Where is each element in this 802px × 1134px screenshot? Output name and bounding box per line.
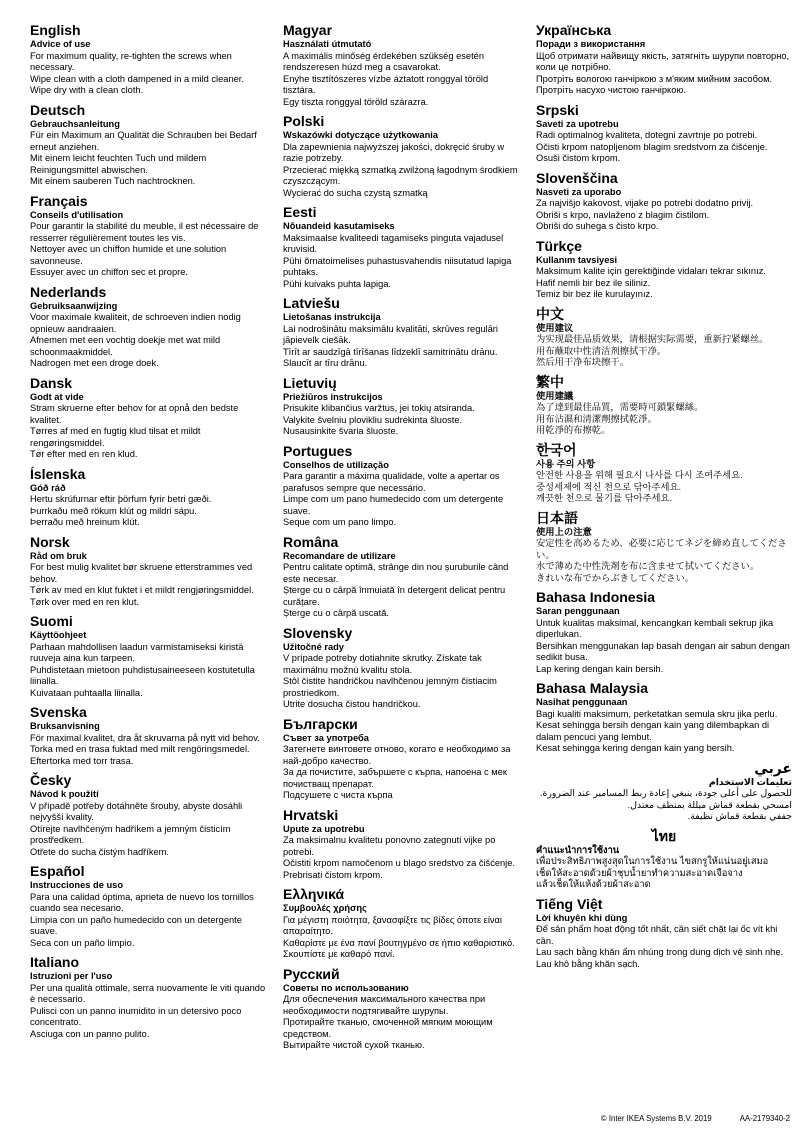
section-subtitle: Gebruiksaanwijzing [30, 300, 118, 311]
instruction-paragraph: Lau sạch bằng khăn ẩm nhúng trong dung dịch vệ sinh nhẹ. [536, 947, 784, 957]
section-subtitle: Nasihat penggunaan [536, 697, 628, 707]
instruction-paragraph: Za najvišjo kakovost, vijake po potrebi dodatno privij. [536, 198, 754, 208]
instruction-paragraph: Hafif nemli bir bez ile siliniz. [536, 277, 651, 288]
instruction-paragraph: Pühi õrnatoimelises puhastusvahendis niisutatud lapiga puhtaks. [283, 255, 512, 277]
instruction-paragraph: 깨끗한 천으로 물기를 닦아주세요. [536, 493, 673, 503]
language-heading: Français [30, 192, 88, 209]
language-heading: English [30, 22, 81, 38]
instruction-paragraph: Afnemen met een vochtig doekje met wat mild schoonmaakmiddel. [30, 335, 221, 357]
section-subtitle: Nasveti za uporabo [536, 186, 622, 197]
language-section [30, 704, 270, 767]
section-subtitle: Priežiūros instrukcijos [283, 391, 383, 402]
instruction-paragraph: Para una calidad óptima, aprieta de nuevo los tornillos cuando sea necesario. [30, 891, 254, 913]
column [283, 18, 523, 1057]
instruction-paragraph: Щоб отримати найвищу якість, затягніть шурупи повторно, коли це потрібно. [536, 50, 790, 72]
instruction-paragraph: 用布沾濕和清潔劑擦拭乾淨。 [536, 413, 657, 424]
language-section [30, 466, 270, 529]
instruction-paragraph: Wipe dry with a clean cloth. [30, 85, 144, 95]
instruction-paragraph: Obriši s krpo, navlaženo z blagim čistilom. [536, 209, 710, 220]
instruction-paragraph: Pulisci con un panno inumidito in un detersivo poco concentrato. [30, 1005, 242, 1027]
instruction-paragraph: Затегнете винтовете отново, когато е необходимо за най-добро качество. [283, 744, 511, 766]
instruction-paragraph: Σκουπίστε με καθαρό πανί. [283, 949, 395, 959]
instruction-paragraph: Seque com um pano limpo. [283, 517, 397, 527]
language-section [30, 954, 270, 1040]
language-heading: 中文 [536, 305, 564, 322]
language-heading: Bahasa Indonesia [536, 589, 656, 605]
section-subtitle: Saran penggunaan [536, 606, 620, 616]
instruction-paragraph: За да почистите, забършете с кърпа, напоена с мек почистващ препарат. [283, 767, 507, 789]
instruction-paragraph: Șterge cu o cârpă înmuiată în detergent delicat pentru curățare. [283, 585, 506, 607]
instruction-paragraph: Lap kering dengan kain bersih. [536, 663, 664, 674]
instruction-paragraph: Seca con un paño limpio. [30, 937, 135, 948]
language-section [283, 443, 523, 529]
instruction-paragraph: Tīrīt ar saudzīgā tīrīšanas līdzeklī samitrinātu drānu. [283, 346, 498, 357]
instruction-paragraph: 안전한 사용을 위해 필요시 나사를 다시 조여주세요. [536, 470, 743, 480]
language-section [283, 966, 523, 1052]
section-subtitle: Návod k použití [30, 789, 99, 799]
instruction-paragraph: Obriši do suhega s čisto krpo. [536, 221, 659, 231]
section-subtitle: Съвет за употреба [283, 732, 369, 743]
instruction-paragraph: Prebrisati čistom krpom. [283, 869, 383, 880]
instruction-paragraph: Șterge cu o cârpă uscată. [283, 608, 389, 618]
instruction-paragraph: Egy tiszta ronggyal töröld szárazra. [283, 96, 429, 107]
language-section [536, 589, 792, 675]
section-subtitle: Advice of use [30, 39, 91, 49]
section-subtitle: Godt at vide [30, 391, 84, 402]
language-section [536, 896, 792, 971]
instruction-paragraph: Kuivataan puhtaalla liinalla. [30, 687, 143, 698]
section-subtitle: Käyttöohjeet [30, 630, 87, 640]
language-section [536, 306, 792, 369]
language-heading: Español [30, 863, 85, 879]
section-subtitle: تعليمات الاستخدام [708, 776, 792, 787]
language-heading: Svenska [30, 704, 87, 720]
language-heading: Suomi [30, 613, 73, 629]
language-heading: Bahasa Malaysia [536, 680, 649, 696]
instruction-paragraph: 用布蘸取中性清洁剂擦拭干净。 [536, 345, 667, 356]
language-section [283, 625, 523, 711]
instruction-paragraph: Για μέγιστη ποιότητα, ξανασφίξτε τις βίδες όποτε είναι απαραίτητο. [283, 914, 502, 936]
instruction-paragraph: Untuk kualitas maksimal, kencangkan kembali sekrup jika diperlukan. [536, 617, 774, 639]
language-section [30, 193, 270, 279]
instruction-paragraph: Asciuga con un panno pulito. [30, 1028, 150, 1039]
instruction-paragraph: きれいな布でからぶきしてください。 [536, 572, 695, 583]
instruction-paragraph: Pentru calitate optimă, strânge din nou șuruburile când este necesar. [283, 562, 509, 584]
instruction-paragraph: Bersihkan menggunakan lap basah dengan air sabun dengan sedikit busa. [536, 640, 790, 662]
section-subtitle: 사용 주의 사항 [536, 458, 596, 469]
instruction-paragraph: For best mulig kvalitet bør skruene etterstrammes ved behov. [30, 562, 253, 584]
language-heading: عربي [754, 759, 792, 776]
instruction-paragraph: For maximum quality, re-tighten the screws when necessary. [30, 50, 232, 72]
section-subtitle: Råd om bruk [30, 550, 87, 561]
language-heading: Eesti [283, 204, 317, 220]
section-subtitle: Bruksanvisning [30, 721, 100, 731]
language-section [30, 284, 270, 370]
instruction-paragraph: Вытирайте чистой сухой тканью. [283, 1040, 425, 1050]
section-subtitle: คำแนะนำการใช้งาน [536, 844, 620, 855]
instruction-paragraph: للحصول على أعلى جودة، ينبغي إعادة ربط المسامير عند الضرورة. [539, 788, 792, 798]
instruction-paragraph: Voor maximale kwaliteit, de schroeven indien nodig opnieuw aandraaien. [30, 312, 241, 334]
instruction-paragraph: Prisukite klibančius varžtus, jei tokių atsiranda. [283, 403, 475, 413]
instruction-paragraph: Mit einem sauberen Tuch nachtrocknen. [30, 176, 196, 186]
language-section [283, 534, 523, 620]
language-heading: Italiano [30, 954, 80, 970]
language-section [536, 510, 792, 585]
instruction-paragraph: Für ein Maximum an Qualität die Schrauben bei Bedarf erneut anziehen. [30, 130, 257, 152]
section-subtitle: Советы по использованию [283, 982, 409, 993]
language-heading: Dansk [30, 374, 73, 391]
instruction-paragraph: V prípade potreby dotiahnite skrutky. Získate tak maximálnu možnú kvalitu stola. [283, 653, 482, 675]
language-heading: Tiếng Việt [536, 895, 603, 912]
language-heading: Hrvatski [283, 806, 339, 823]
language-section [30, 863, 270, 949]
column [536, 18, 792, 975]
document-number: AA-2179340-2 [739, 1114, 790, 1123]
section-subtitle: Használati útmutató [283, 39, 372, 49]
section-subtitle: Conseils d'utilisation [30, 209, 124, 220]
instruction-paragraph: 用乾淨的布擦乾。 [536, 425, 611, 435]
language-heading: 日本語 [536, 509, 578, 526]
section-subtitle: Nõuandeid kasutamiseks [283, 221, 395, 231]
instruction-paragraph: Tørk over med en ren klut. [30, 596, 140, 607]
instruction-paragraph: Utrite dosucha čistou handričkou. [283, 699, 421, 709]
section-subtitle: Saveti za upotrebu [536, 118, 619, 129]
section-subtitle: Gebrauchsanleitung [30, 118, 120, 129]
language-heading: Norsk [30, 533, 70, 550]
instruction-paragraph: Nusausinkite švaria šluoste. [283, 426, 399, 436]
instruction-paragraph: Подсушете с чиста кърпа [283, 790, 393, 800]
instruction-paragraph: Hertu skrúfurnar eftir þörfum fyrir betri gæði. [30, 494, 212, 504]
language-section [283, 716, 523, 802]
language-heading: Latviešu [283, 295, 340, 311]
section-subtitle: Conselhos de utilização [283, 459, 389, 470]
instruction-paragraph: Valykite švelniu plovikliu sudrėkinta šluoste. [283, 414, 463, 425]
language-section [30, 772, 270, 858]
instruction-paragraph: Enyhe tisztítószeres vízbe áztatott ronggyal töröld tisztára. [283, 73, 489, 95]
language-section [283, 886, 523, 961]
instruction-paragraph: 然后用干净布块擦干。 [536, 357, 629, 367]
instruction-paragraph: Καθαρίστε με ένα πανί βουτηγμένο σε ήπιο καθαριστικό. [283, 937, 515, 948]
instruction-paragraph: 為了達到最佳品質，需要時可鎖緊螺絲。 [536, 402, 704, 412]
instruction-paragraph: Očistiti krpom namočenom u blago sredstvo za čišćenje. [283, 858, 516, 868]
column [30, 18, 270, 1045]
instruction-paragraph: Limpe com um pano humedecido com um detergente suave. [283, 494, 504, 516]
language-section [283, 204, 523, 290]
section-subtitle: Góð ráð [30, 482, 66, 493]
instruction-paragraph: Протріть вологою ганчіркою з м'яким мийним засобом. [536, 73, 773, 84]
instruction-paragraph: جففي بقطعة قماش نظيفة. [687, 811, 792, 821]
language-heading: Ελληνικά [283, 886, 345, 902]
instruction-paragraph: Pühi kuivaks puhta lapiga. [283, 278, 392, 289]
language-heading: 한국어 [536, 441, 577, 458]
instruction-paragraph: Per una qualità ottimale, serra nuovamente le viti quando è necessario. [30, 982, 266, 1004]
instruction-paragraph: Dla zapewnienia najwyższej jakości, dokręcić śruby w razie potrzeby. [283, 141, 505, 163]
language-heading: Lietuvių [283, 374, 337, 391]
instruction-paragraph: Протирайте тканью, смоченной мягким моющим средством. [283, 1017, 493, 1039]
language-heading: Deutsch [30, 101, 86, 118]
section-subtitle: Kullanım tavsiyesi [536, 254, 618, 265]
instruction-paragraph: Limpia con un paño humedecido con un detergente suave. [30, 914, 242, 936]
instruction-paragraph: Протріть насухо чистою ганчіркою. [536, 85, 686, 95]
footer [601, 1114, 790, 1124]
instruction-paragraph: Przecierać miękką szmatką zwilżoną łagodnym środkiem czyszczącym. [283, 164, 518, 186]
language-section [536, 680, 792, 755]
instruction-paragraph: แล้วเช็ดให้แห้งด้วยผ้าสะอาด [536, 879, 651, 889]
instruction-paragraph: Wipe clean with a cloth dampened in a mild cleaner. [30, 73, 244, 84]
section-subtitle: 使用建议 [536, 322, 574, 333]
instruction-paragraph: Essuyer avec un chiffon sec et propre. [30, 267, 188, 277]
instruction-paragraph: Parhaan mahdollisen laadun varmistamiseksi kiristä ruuveja aina kun tarpeen. [30, 641, 244, 663]
language-section [30, 22, 270, 97]
instruction-paragraph: Otírejte navlhčeným hadříkem a jemným čisticím prostředkem. [30, 823, 231, 845]
instruction-paragraph: Stôl čistite handričkou navlhčenou jemným čistiacim prostriedkom. [283, 676, 497, 698]
section-subtitle: Užitočné rady [283, 641, 344, 652]
instruction-paragraph: Stram skruerne efter behov for at opnå den bedste kvalitet. [30, 403, 239, 425]
instruction-paragraph: Očisti krpom natopljenom blagim sredstvom za čišćenje. [536, 141, 768, 152]
section-subtitle: Recomandare de utilizare [283, 550, 396, 561]
instruction-paragraph: Temiz bir bez ile kurulayınız. [536, 289, 653, 299]
instruction-paragraph: Þurrkaðu með rökum klút og mildri sápu. [30, 505, 197, 516]
section-subtitle: Istruzioni per l'uso [30, 971, 113, 981]
instruction-paragraph: Kesat sehingga bersih dengan kain yang dilembapkan di dalam pencuci yang lembut. [536, 720, 770, 742]
instruction-paragraph: Tørres af med en fugtig klud tilsat et mildt rengøringsmiddel. [30, 426, 201, 448]
language-heading: Slovensky [283, 624, 353, 641]
instruction-paragraph: Puhdistetaan mietoon puhdistusaineeseen kostutetulla liinalla. [30, 664, 255, 686]
language-heading: Portugues [283, 442, 353, 459]
instruction-paragraph: Nettoyer avec un chiffon humide et une solution savonneuse. [30, 244, 227, 266]
language-heading: Slovenščina [536, 169, 618, 186]
instruction-paragraph: امسحي بقطعة قماش مبللة بمنظف معتدل. [627, 799, 792, 810]
instruction-paragraph: Torka med en trasa fuktad med milt rengöringsmedel. [30, 744, 250, 754]
language-section [536, 828, 792, 891]
instruction-paragraph: Eftertorka med torr trasa. [30, 755, 134, 766]
instruction-paragraph: 水で薄めた中性洗剤を布に含ませて拭いてください。 [536, 561, 760, 571]
instruction-paragraph: Maksimum kalite için gerektiğinde vidaları tekrar sıkınız. [536, 266, 766, 276]
language-section [283, 375, 523, 438]
instruction-paragraph: Wycierać do sucha czystą szmatką [283, 187, 428, 198]
instruction-paragraph: Bagi kualiti maksimum, perketatkan semula skru jika perlu. [536, 708, 778, 719]
language-section [536, 374, 792, 437]
instruction-paragraph: Lau khô bằng khăn sạch. [536, 958, 640, 969]
language-section [30, 613, 270, 699]
language-section [536, 442, 792, 505]
instruction-paragraph: Para garantir a máxima qualidade, volte a apertar os parafusos sempre que necessário. [283, 471, 500, 493]
instruction-paragraph: Nadrogen met een droge doek. [30, 358, 159, 368]
language-section [30, 375, 270, 461]
instruction-paragraph: Tør efter med en ren klud. [30, 449, 138, 459]
language-heading: Česky [30, 772, 72, 788]
instruction-paragraph: Mit einem leicht feuchten Tuch und mildem Reinigungsmittel abwischen. [30, 153, 207, 175]
section-subtitle: Lietošanas instrukcija [283, 312, 381, 322]
instruction-paragraph: Þerraðu með hreinum klút. [30, 517, 140, 527]
instruction-paragraph: Radi optimalnog kvaliteta, dotegni zavrtnje po potrebi. [536, 130, 758, 140]
language-heading: Polski [283, 113, 325, 129]
section-subtitle: Upute za upotrebu [283, 823, 365, 834]
instruction-paragraph: Lai nodrošinātu maksimālu kvalitāti, skrūves regulāri jāpievelk ciešāk. [283, 323, 498, 345]
language-heading: Türkçe [536, 237, 582, 254]
instruction-paragraph: Để sản phẩm hoạt động tốt nhất, cần siết chặt lại ốc vít khi cần. [536, 924, 778, 946]
language-heading: Български [283, 715, 358, 732]
section-subtitle: Lời khuyên khi dùng [536, 912, 628, 923]
language-heading: Româna [283, 533, 339, 550]
instruction-paragraph: För maximal kvalitet, dra åt skruvarna på nytt vid behov. [30, 732, 260, 743]
instruction-paragraph: 중성세제에 적신 천으로 닦아주세요. [536, 481, 682, 492]
language-section [30, 534, 270, 609]
language-heading: Русский [283, 965, 340, 982]
language-section [536, 22, 792, 97]
language-section [536, 170, 792, 233]
instruction-paragraph: Tørk av med en klut fuktet i et mildt rengjøringsmiddel. [30, 585, 254, 595]
instruction-paragraph: A maximális minőség érdekében szükség esetén rendszeresen húzd meg a csavarokat. [283, 50, 485, 72]
section-subtitle: Wskazówki dotyczące użytkowania [283, 130, 438, 140]
language-heading: Íslenska [30, 465, 86, 482]
instruction-paragraph: Za maksimalnu kvalitetu ponovno zategnuti vijke po potrebi. [283, 835, 496, 857]
section-subtitle: 使用建議 [536, 390, 574, 401]
instruction-paragraph: Slaucīt ar tīru drānu. [283, 358, 368, 368]
language-section [30, 102, 270, 188]
instruction-paragraph: Maksimaalse kvaliteedi tagamiseks pinguta vajadusel kruvisid. [283, 232, 504, 254]
language-section [536, 238, 792, 301]
instruction-paragraph: Kesat sehingga kering dengan kain yang bersih. [536, 743, 735, 753]
section-subtitle: Συμβουλές χρήσης [283, 903, 367, 913]
instruction-paragraph: Для обеспечения максимального качества при необходимости подтягивайте шурупы. [283, 994, 486, 1016]
instruction-paragraph: Osuši čistom krpom. [536, 153, 621, 163]
language-section [283, 113, 523, 199]
language-section [283, 295, 523, 370]
language-heading: Magyar [283, 22, 333, 38]
language-heading: Nederlands [30, 283, 107, 300]
instruction-paragraph: 为实现最佳品质效果，请根据实际需要，重新拧紧螺丝。 [536, 334, 769, 344]
language-section [283, 22, 523, 108]
section-subtitle: Instrucciones de uso [30, 880, 123, 890]
instruction-paragraph: Pour garantir la stabilité du meuble, il est nécessaire de resserrer régulièrement toutes les vis. [30, 221, 259, 243]
instruction-paragraph: Otřete do sucha čistým hadříkem. [30, 846, 169, 857]
language-section [536, 760, 792, 823]
instruction-paragraph: เพื่อประสิทธิภาพสูงสุดในการใช้งาน ไขสกรูให้แน่นอยู่เสมอ [536, 856, 769, 866]
copyright-text: © Inter IKEA Systems B.V. 2019 [600, 1114, 712, 1123]
language-heading: Українська [536, 22, 612, 38]
language-heading: 繁中 [536, 373, 564, 390]
instruction-paragraph: เช็ดให้สะอาดด้วยผ้าชุบน้ำยาทำความสะอาดเจือจาง [536, 867, 743, 878]
language-section [283, 807, 523, 882]
section-subtitle: Поради з використання [536, 39, 646, 49]
language-heading: Srpski [536, 101, 579, 118]
language-heading: ไทย [651, 827, 677, 844]
instruction-paragraph: V případě potřeby dotáhněte šrouby, abyste dosáhli nejvyšší kvality. [30, 800, 243, 822]
section-subtitle: 使用上の注意 [536, 526, 592, 537]
instruction-paragraph: 安定性を高めるため、必要に応じてネジを締め直してください。 [536, 538, 787, 560]
language-section [536, 102, 792, 165]
